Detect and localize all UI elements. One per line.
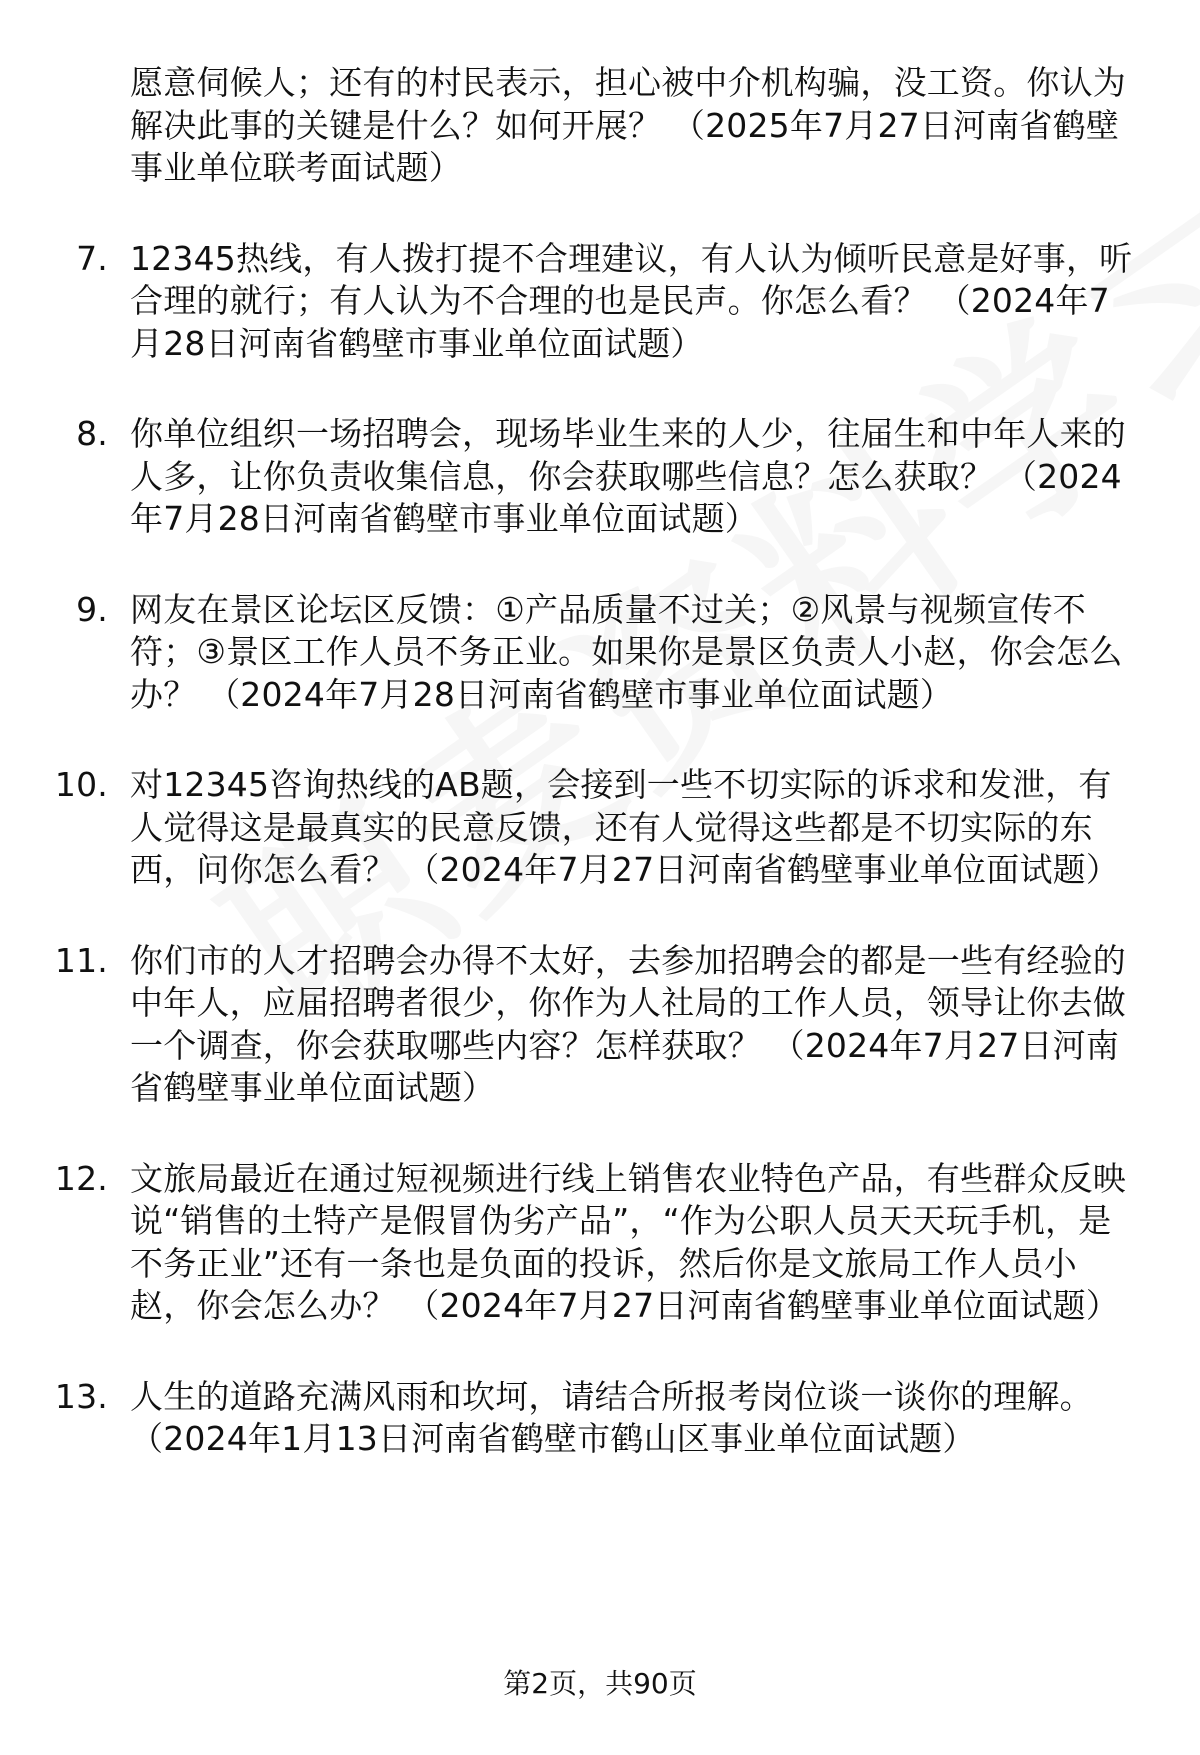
question-text: 愿意伺候人；还有的村民表示，担心被中介机构骗，没工资。你认为解决此事的关键是什么？如何开展？ （2025年7月27日河南省鹤壁事业单位联考面试题） <box>130 63 1126 187</box>
question-text: 12345热线，有人拨打提不合理建议，有人认为倾听民意是好事，听合理的就行；有人认为不合理的也是民声。你怎么看？ （2024年7月28日河南省鹤壁市事业单位面试题） <box>130 238 1133 363</box>
question-number: 13. <box>54 1376 108 1416</box>
question-text: 文旅局最近在通过短视频进行线上销售农业特色产品，有些群众反映说“销售的土特产是假冒伪劣产品”，“作为公职人员天天玩手机，是不务正业”还有一条也是负面的投诉，然后你是文旅局工作人员小赵，你会怎么办？ （2024年7月27日河南省鹤壁事业单位面试题） <box>130 1158 1126 1325</box>
question-item-7 <box>0 238 1140 366</box>
question-number: 9. <box>76 589 108 629</box>
question-item-8 <box>0 413 1140 541</box>
question-number: 10. <box>54 765 108 804</box>
page-number-label: 第2页，共90页 <box>503 1667 697 1700</box>
question-item-9 <box>0 589 1140 717</box>
question-text: 人生的道路充满风雨和坎坷，请结合所报考岗位谈一谈你的理解。 （2024年1月13日河南省鹤壁市鹤山区事业单位面试题） <box>130 1376 1093 1458</box>
question-item-11 <box>0 940 1140 1110</box>
question-number: 7. <box>76 238 108 278</box>
question-number: 12. <box>54 1158 108 1198</box>
question-item-13 <box>0 1376 1140 1461</box>
question-text: 你们市的人才招聘会办得不太好，去参加招聘会的都是一些有经验的中年人，应届招聘者很少，你作为人社局的工作人员，领导让你去做一个调查，你会获取哪些内容？怎样获取？ （2024年7月27日河南省鹤壁事业单位面试题） <box>130 940 1126 1107</box>
question-text: 对12345咨询热线的AB题，会接到一些不切实际的诉求和发泄，有人觉得这是最真实的民意反馈，还有人觉得这些都是不切实际的东西，问你怎么看？ （2024年7月27日河南省鹤壁事业单位面试题） <box>130 765 1120 889</box>
question-list <box>0 62 1200 1509</box>
question-item-10 <box>0 764 1140 892</box>
page-footer <box>0 1666 1200 1702</box>
question-number: 8. <box>76 414 108 453</box>
question-text: 你单位组织一场招聘会，现场毕业生来的人少，往届生和中年人来的人多，让你负责收集信息，你会获取哪些信息？怎么获取？ （2024年7月28日河南省鹤壁市事业单位面试题） <box>130 414 1126 538</box>
question-number: 11. <box>54 940 108 980</box>
question-text: 网友在景区论坛区反馈：①产品质量不过关；②风景与视频宣传不符；③景区工作人员不务正业。如果你是景区负责人小赵，你会怎么办？ （2024年7月28日河南省鹤壁市事业单位面试题） <box>130 589 1123 714</box>
question-item-6-continued <box>0 62 1140 190</box>
question-item-12 <box>0 1158 1140 1328</box>
